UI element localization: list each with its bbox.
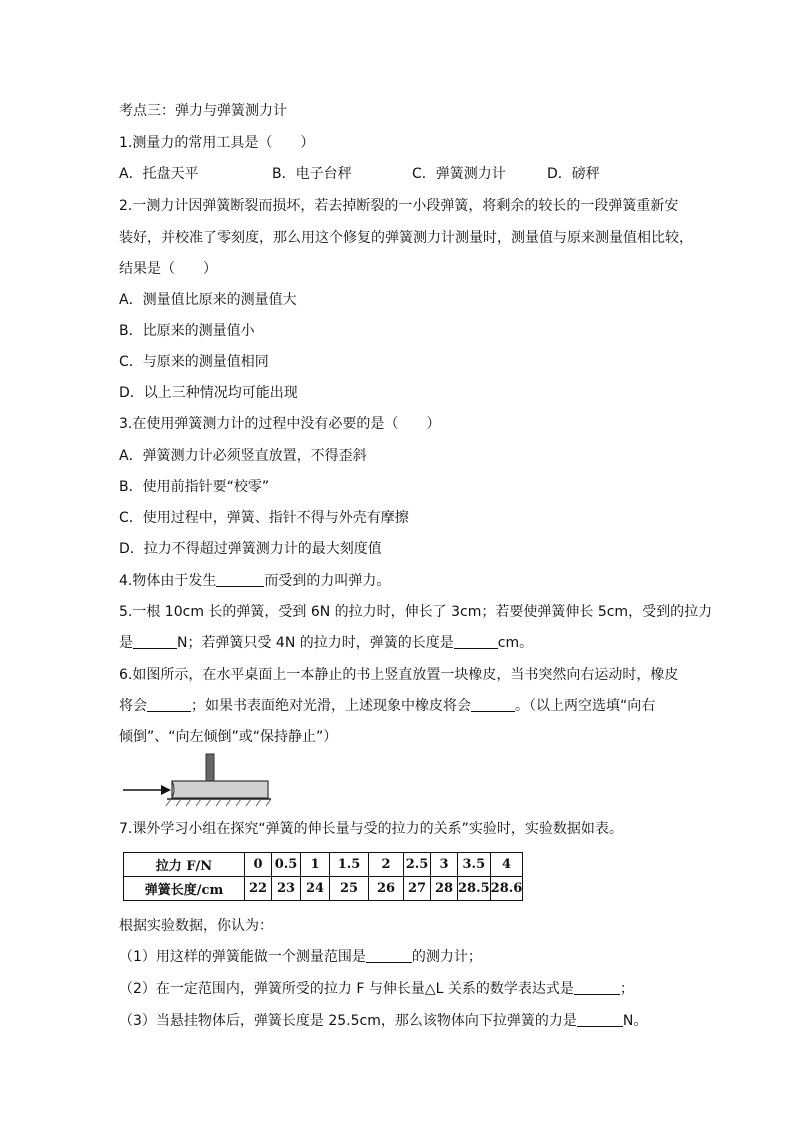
q5-text-b: N；若弹簧只受 4N 的拉力时，弹簧的长度是 <box>177 635 454 651</box>
table-cell: 2 <box>369 853 404 877</box>
eraser-shape <box>206 754 214 781</box>
q7-sub3-text-b: N。 <box>622 1013 648 1029</box>
table-cell: 26 <box>369 877 404 901</box>
table-row <box>124 853 523 877</box>
q7-answer-blank-2[interactable] <box>574 980 620 995</box>
q5-answer-blank-2[interactable] <box>454 634 498 649</box>
q6-line1: 6.如图所示，在水平桌面上一本静止的书上竖直放置一块橡皮，当书突然向右运动时，橡皮 <box>119 667 679 683</box>
q2-stem-line: 2.一测力计因弹簧断裂而损坏，若去掉断裂的一小段弹簧，将剩余的较长的一段弹簧重新安 <box>119 198 679 214</box>
section-title: 考点三：弹力与弹簧测力计 <box>119 103 287 119</box>
q7-sub1-text-b: 的测力计； <box>411 949 482 965</box>
row-label: 拉力 F/N <box>124 853 245 877</box>
q6-text-a: 将会 <box>119 698 147 714</box>
q2-option-b: B．比原来的测量值小 <box>119 323 255 339</box>
q4-answer-blank[interactable] <box>216 572 264 587</box>
book-eraser-figure <box>121 751 273 809</box>
q1-option-c: C．弹簧测力计 <box>412 166 506 182</box>
tabletop-hatching <box>166 799 271 806</box>
table-cell: 0.5 <box>272 853 301 877</box>
table-cell: 28.6 <box>490 877 523 901</box>
table-cell: 24 <box>301 877 330 901</box>
table-cell: 1.5 <box>330 853 369 877</box>
q2-stem-line: 装好，并校准了零刻度，那么用这个修复的弹簧测力计测量时，测量值与原来测量值相比较， <box>119 230 693 246</box>
table-cell: 28 <box>431 877 458 901</box>
table-cell: 1 <box>301 853 330 877</box>
q7-sub2-text-b: ； <box>619 981 634 997</box>
book-shape <box>172 781 268 798</box>
q4-text <box>119 571 390 591</box>
q2-option-d: D．以上三种情况均可能出现 <box>119 385 298 401</box>
q2-option-c: C．与原来的测量值相同 <box>119 354 269 370</box>
q1-option-a: A．托盘天平 <box>119 166 199 182</box>
q3-option-b: B．使用前指针要“校零” <box>119 479 270 495</box>
q6-answer-blank-2[interactable] <box>471 697 515 712</box>
q5-line1: 5.一根 10cm 长的弹簧，受到 6N 的拉力时，伸长了 3cm；若要使弹簧伸长 5cm，受到的拉力 <box>119 604 713 620</box>
q4-after: 而受到的力叫弹力。 <box>264 573 391 589</box>
q3-option-d: D．拉力不得超过弹簧测力计的最大刻度值 <box>119 541 382 557</box>
table-cell: 28.5 <box>458 877 491 901</box>
q7-sub2 <box>119 979 634 999</box>
q6-answer-blank-1[interactable] <box>147 697 191 712</box>
table-cell: 3 <box>431 853 458 877</box>
q7-answer-blank-1[interactable] <box>366 948 412 963</box>
q2-option-a: A．测量值比原来的测量值大 <box>119 292 297 308</box>
table-cell: 4 <box>490 853 523 877</box>
table-cell: 22 <box>245 877 272 901</box>
q6-line3: 倾倒”、“向左倾倒”或“保持静止”） <box>119 729 338 745</box>
row-label: 弹簧长度/cm <box>124 877 245 901</box>
q7-sub1-text-a: （1）用这样的弹簧能做一个测量范围是 <box>119 949 366 965</box>
q6-line2 <box>119 696 655 716</box>
table-cell: 2.5 <box>404 853 431 877</box>
q3-stem: 3.在使用弹簧测力计的过程中没有必要的是（ ） <box>119 416 441 432</box>
q7-answer-blank-3[interactable] <box>577 1012 623 1027</box>
q3-option-c: C．使用过程中，弹簧、指针不得与外壳有摩擦 <box>119 510 409 526</box>
q7-sub2-text-a: （2）在一定范围内，弹簧所受的拉力 F 与伸长量△L 关系的数学表达式是 <box>119 981 574 997</box>
q3-option-a: A．弹簧测力计必须竖直放置，不得歪斜 <box>119 448 367 464</box>
q2-stem-line: 结果是（ ） <box>119 261 217 277</box>
q5-text-a: 是 <box>119 635 133 651</box>
data-table <box>123 852 523 901</box>
q1-stem: 1.测量力的常用工具是（ ） <box>119 135 315 151</box>
q6-text-c: 。（以上两空选填“向右 <box>515 698 656 714</box>
q6-text-b: ；如果书表面绝对光滑，上述现象中橡皮将会 <box>191 698 471 714</box>
q5-line2 <box>119 633 533 653</box>
table-cell: 0 <box>245 853 272 877</box>
q7-sub3 <box>119 1011 647 1031</box>
q7-sub1 <box>119 947 482 967</box>
q1-option-b: B．电子台秤 <box>272 166 352 182</box>
table-row <box>124 877 523 901</box>
q7-sub3-text-a: （3）当悬挂物体后，弹簧长度是 25.5cm，那么该物体向下拉弹簧的力是 <box>119 1013 577 1029</box>
table-cell: 23 <box>272 877 301 901</box>
table-cell: 27 <box>404 877 431 901</box>
q7-stem: 7.课外学习小组在探究“弹簧的伸长量与受的拉力的关系”实验时，实验数据如表。 <box>119 821 623 837</box>
table-cell: 3.5 <box>458 853 491 877</box>
q7-intro: 根据实验数据，你认为： <box>119 918 273 934</box>
q1-option-d: D．磅秤 <box>547 166 600 182</box>
q4-before: 4.物体由于发生 <box>119 573 217 589</box>
q5-answer-blank-1[interactable] <box>133 634 177 649</box>
q5-text-c: cm。 <box>497 635 534 651</box>
table-cell: 25 <box>330 877 369 901</box>
